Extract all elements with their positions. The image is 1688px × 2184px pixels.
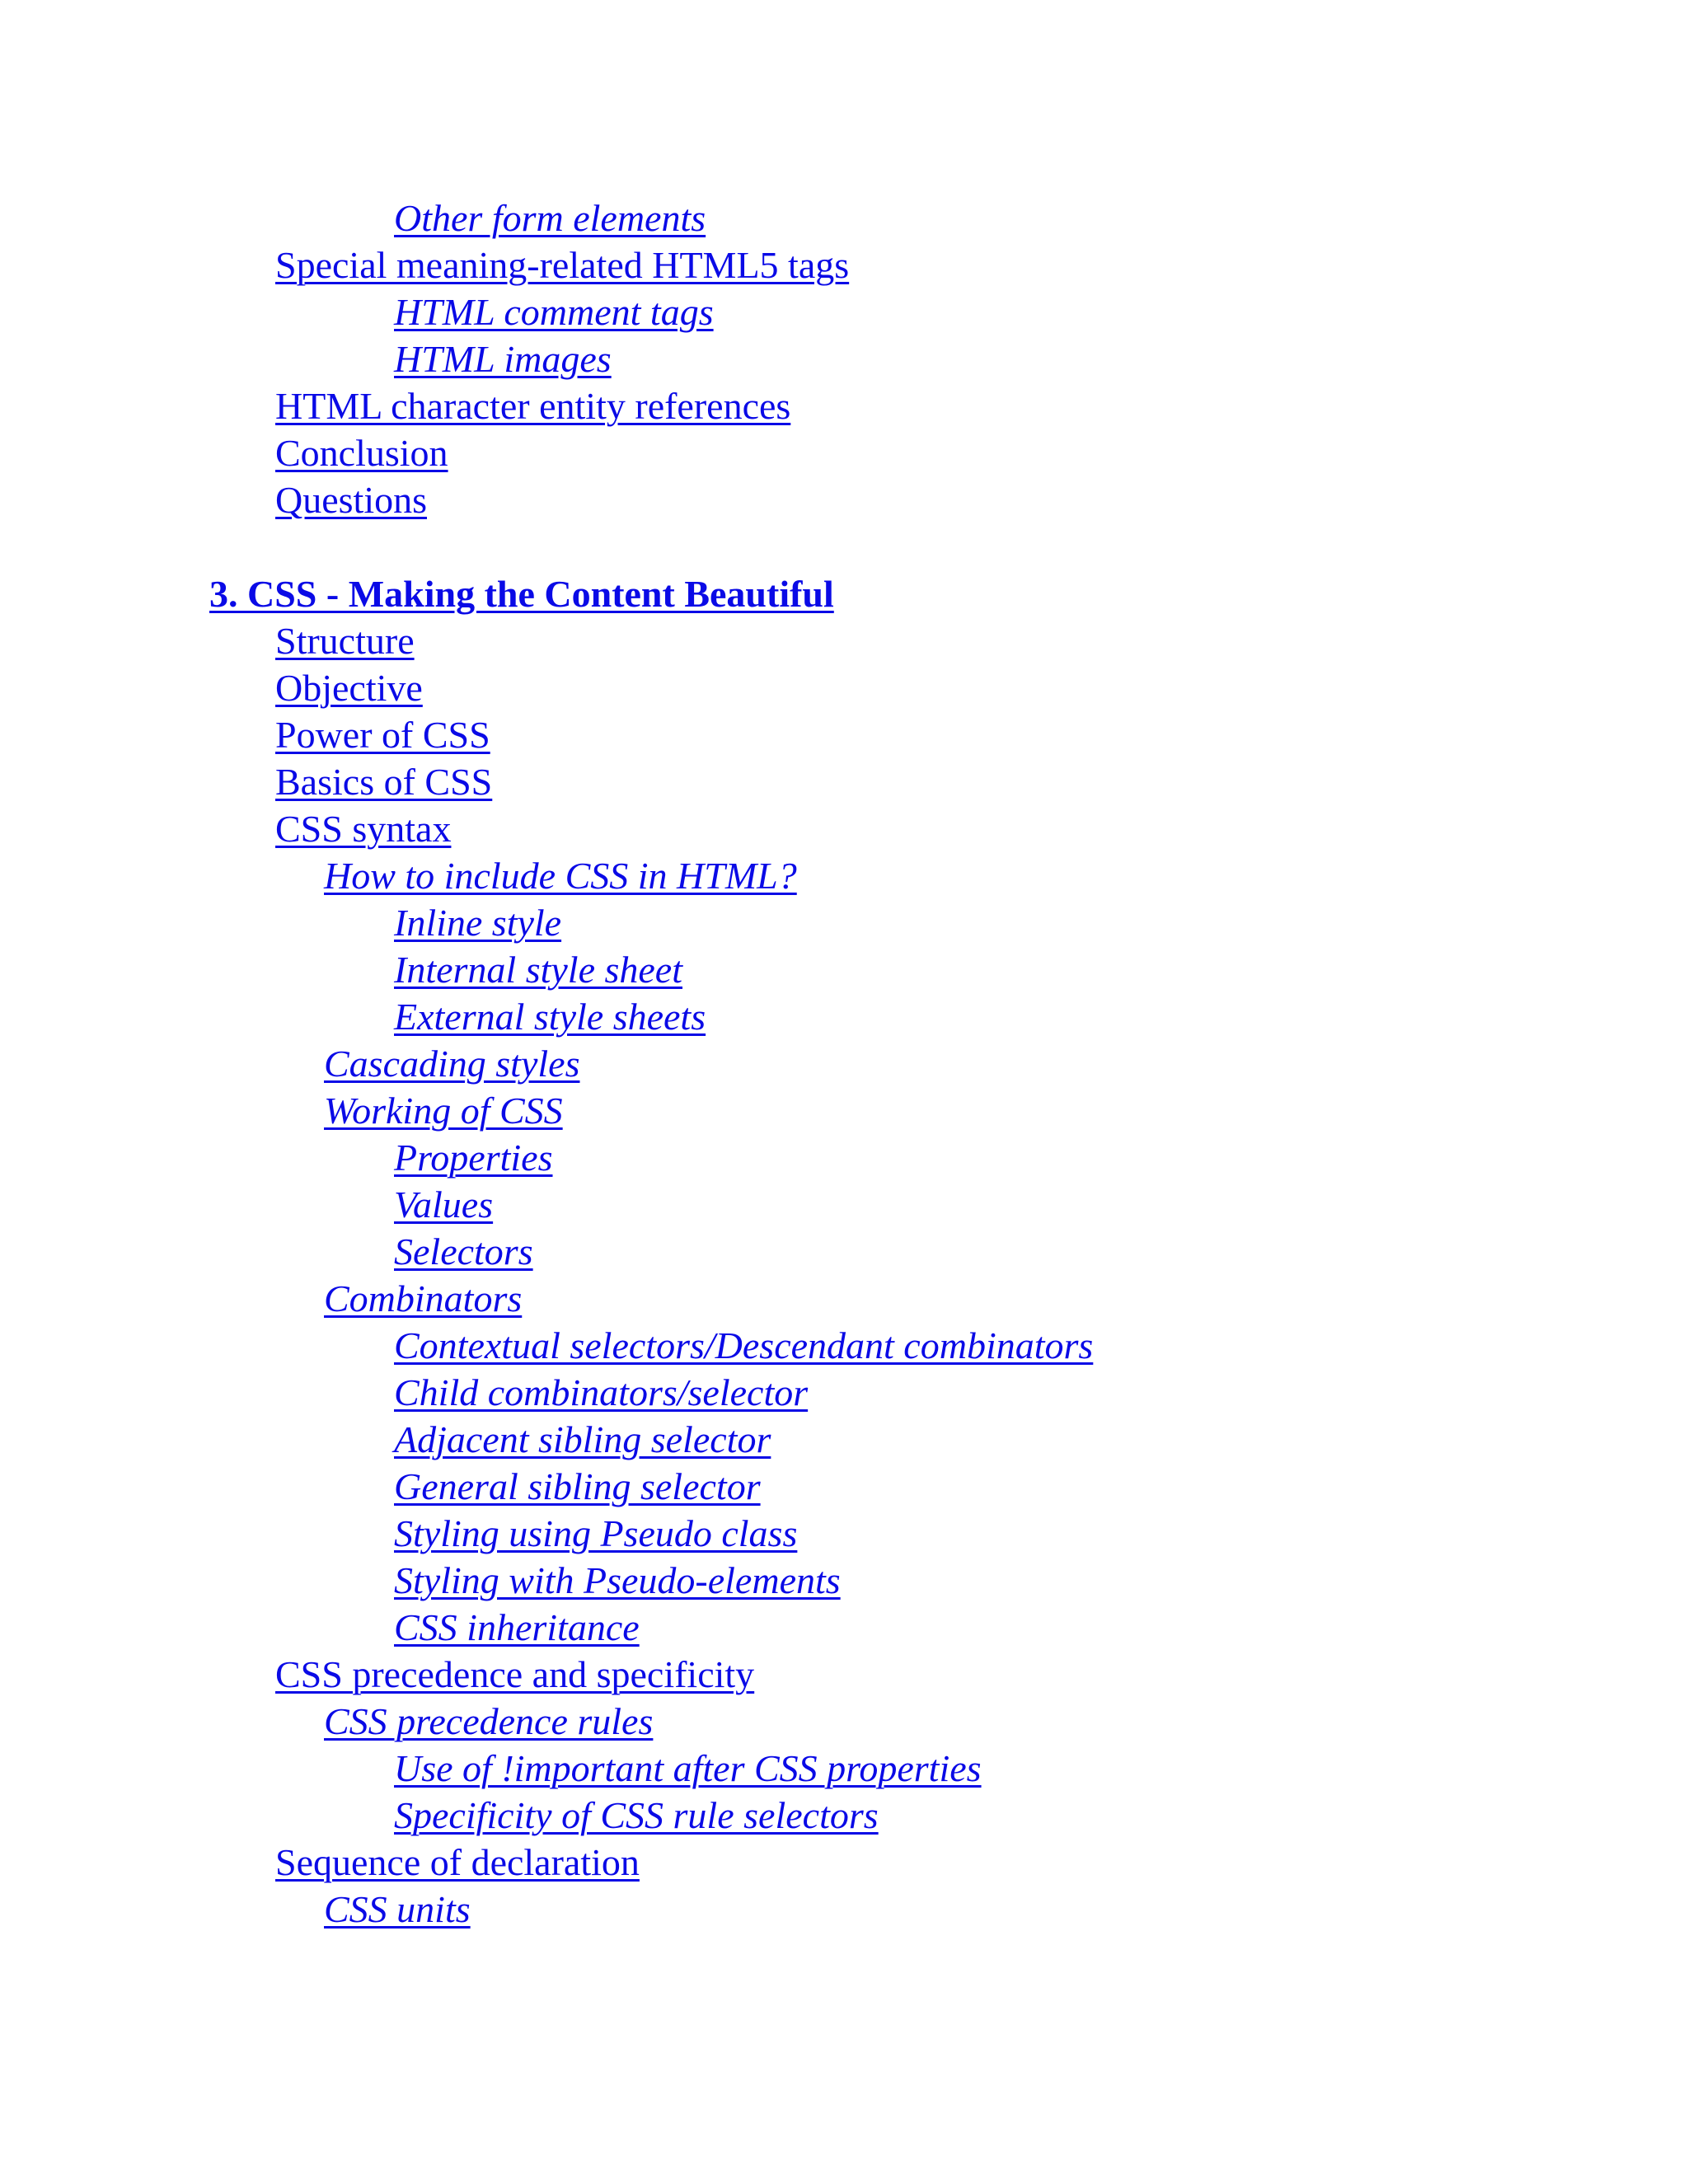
toc-entry-link[interactable]: CSS precedence and specificity — [275, 1653, 755, 1695]
toc-entry-link[interactable]: Specificity of CSS rule selectors — [394, 1794, 879, 1836]
toc-entry-link[interactable]: Basics of CSS — [275, 761, 493, 803]
toc-entry-link[interactable]: Working of CSS — [324, 1090, 563, 1132]
toc-entry-link[interactable]: Selectors — [394, 1230, 533, 1272]
toc-entry-link[interactable]: Objective — [275, 667, 423, 709]
toc-entry-link[interactable]: Child combinators/selector — [394, 1371, 809, 1413]
toc-entry-link[interactable]: Special meaning-related HTML5 tags — [275, 244, 850, 286]
toc-entry-link[interactable]: CSS precedence rules — [324, 1700, 654, 1742]
toc-entry-link[interactable]: How to include CSS in HTML? — [324, 855, 797, 897]
toc-entry-link[interactable]: Internal style sheet — [394, 949, 683, 991]
toc-entry-link[interactable]: Power of CSS — [275, 714, 490, 756]
toc-entry-link[interactable]: Cascading styles — [324, 1043, 580, 1085]
toc-entry-link[interactable]: CSS syntax — [275, 808, 452, 850]
toc-entry-link[interactable]: Styling with Pseudo-elements — [394, 1559, 841, 1601]
toc-entry-link[interactable]: Other form elements — [394, 197, 706, 239]
toc-entry-link[interactable]: Contextual selectors/Descendant combinators — [394, 1324, 1094, 1366]
toc-entry-link[interactable]: HTML comment tags — [394, 291, 714, 333]
toc-entry-link[interactable]: CSS inheritance — [394, 1606, 640, 1648]
toc-entry-link[interactable]: Adjacent sibling selector — [394, 1418, 771, 1460]
toc-entry-link[interactable]: Combinators — [324, 1277, 523, 1319]
toc-chapter-link[interactable]: 3. CSS - Making the Content Beautiful — [209, 573, 834, 615]
toc-entry-link[interactable]: HTML images — [394, 338, 612, 380]
toc-entry-link[interactable]: Styling using Pseudo class — [394, 1512, 798, 1554]
toc-entry-link[interactable]: Sequence of declaration — [275, 1841, 640, 1883]
toc-entry-link[interactable]: Inline style — [394, 902, 562, 944]
toc-entry-link[interactable]: HTML character entity references — [275, 385, 791, 427]
toc-entry-link[interactable]: General sibling selector — [394, 1465, 761, 1507]
toc-entry-link[interactable]: Questions — [275, 479, 427, 521]
toc-entry-link[interactable]: External style sheets — [394, 996, 706, 1038]
toc-entry-link[interactable]: CSS units — [324, 1888, 471, 1930]
toc-entry-link[interactable]: Values — [394, 1183, 494, 1226]
toc-entry-link[interactable]: Structure — [275, 620, 415, 662]
toc-entry-link[interactable]: Conclusion — [275, 432, 448, 474]
toc-entry-link[interactable]: Properties — [394, 1137, 553, 1179]
toc-entry-link[interactable]: Use of !important after CSS properties — [394, 1747, 982, 1789]
